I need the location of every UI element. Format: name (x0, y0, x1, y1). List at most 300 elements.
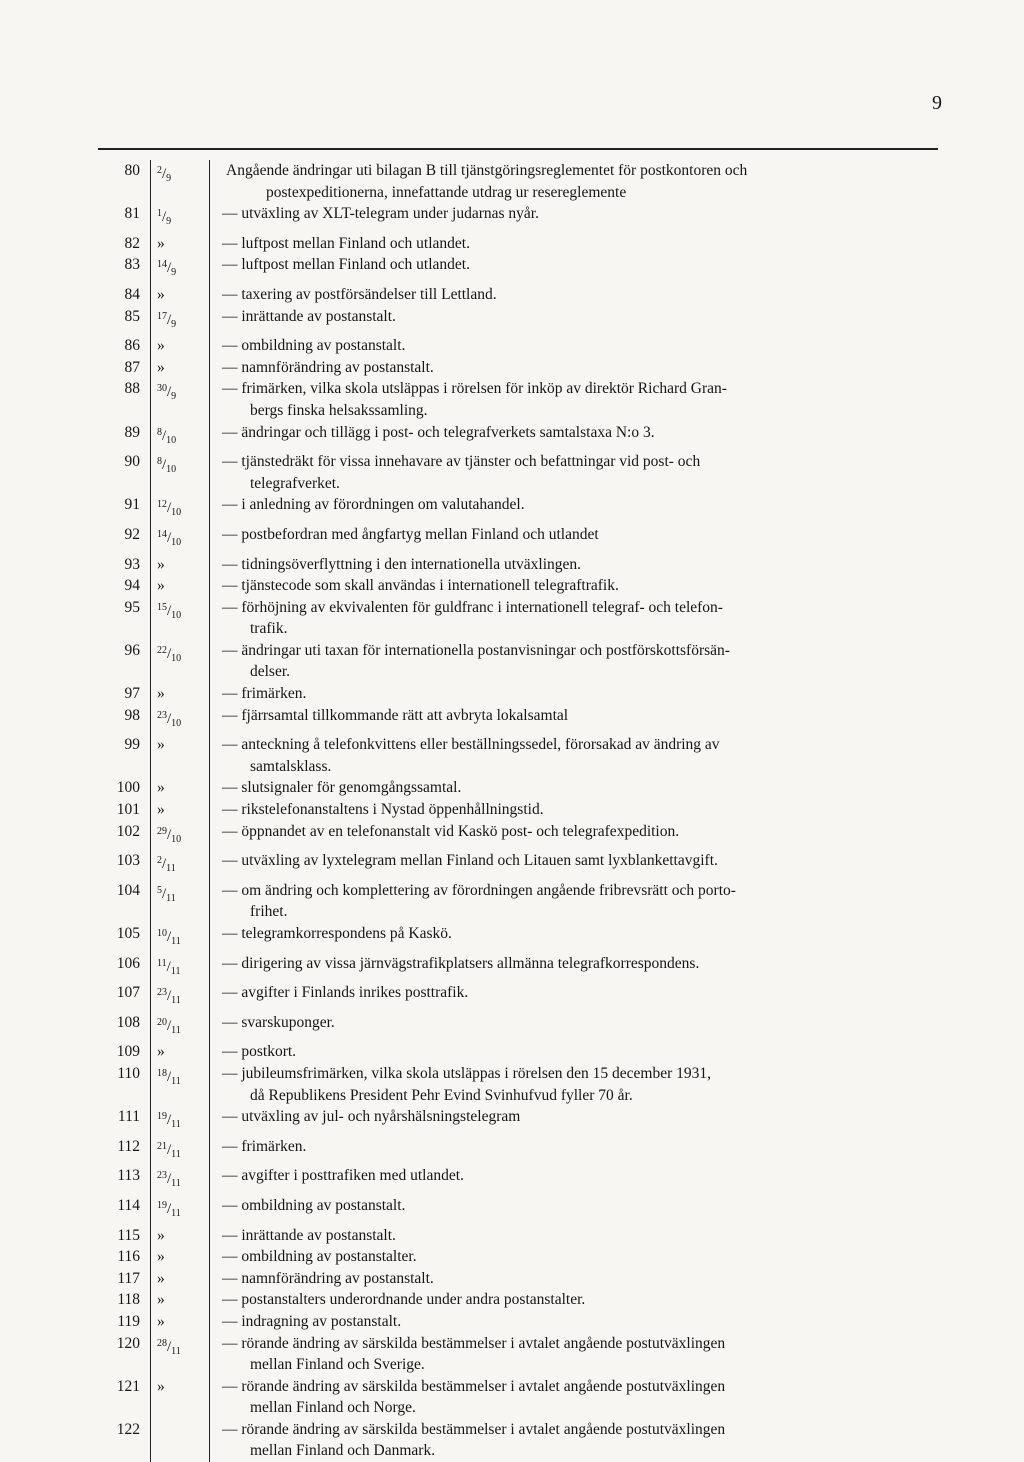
description-line (222, 575, 930, 597)
ditto-mark: » (157, 285, 165, 303)
row-date (150, 1106, 210, 1136)
description-text: dirigering av vissa järnvägstrafikplatsers allmänna telegrafkorrespondens. (241, 954, 700, 972)
date-fraction: $^{20}/_{11}$ (157, 1016, 181, 1036)
description-line (222, 233, 930, 255)
row-number: 112 (117, 1137, 140, 1155)
ditto-mark: » (157, 1248, 165, 1266)
description-line (222, 254, 930, 276)
table-row (100, 306, 946, 336)
description-text: utväxling av jul- och nyårshälsningstelegram (241, 1108, 521, 1126)
description-text: frimärken. (241, 1137, 307, 1155)
table-row (100, 524, 946, 554)
row-date (150, 799, 210, 821)
table-row (100, 378, 946, 421)
description-text: ändringar uti taxan för internationella postanvisningar och postförskottsförsän- (241, 641, 730, 659)
description-continuation: bergs finska helsakssamling. (250, 401, 428, 419)
date-day: 23 (157, 987, 167, 999)
table-row (100, 451, 946, 494)
row-number: 117 (117, 1269, 140, 1287)
date-month: 11 (171, 1178, 181, 1190)
row-date (150, 306, 210, 336)
ditto-mark: » (157, 234, 165, 252)
row-description (210, 494, 934, 524)
date-month: 9 (171, 267, 177, 279)
description-line (222, 597, 930, 619)
description-line (222, 1225, 930, 1247)
row-date (150, 233, 210, 255)
row-number: 100 (116, 779, 140, 797)
row-date (150, 1246, 210, 1268)
description-line (222, 357, 930, 379)
row-number: 116 (117, 1248, 140, 1266)
row-number: 99 (124, 736, 140, 754)
row-date (150, 524, 210, 554)
row-description (210, 640, 934, 683)
row-description (210, 982, 934, 1012)
row-number: 110 (117, 1064, 140, 1082)
table-row (100, 1106, 946, 1136)
row-number: 101 (116, 801, 140, 819)
ditto-dash: — (222, 685, 242, 703)
description-line (222, 923, 930, 945)
description-line (222, 494, 930, 516)
row-date (150, 494, 210, 524)
date-day: 22 (157, 644, 167, 656)
row-description (210, 575, 934, 597)
row-date (150, 554, 210, 576)
date-month: 10 (171, 536, 182, 548)
date-fraction: $^5/_{11}$ (157, 884, 176, 904)
description-line (222, 1106, 930, 1128)
table-row (100, 1311, 946, 1333)
date-month: 9 (171, 318, 177, 330)
row-description (210, 821, 934, 851)
ditto-dash: — (222, 1064, 242, 1082)
row-number: 85 (124, 307, 140, 325)
ditto-mark: » (157, 685, 165, 703)
description-text: inrättande av postanstalt. (241, 1226, 396, 1244)
date-month: 11 (166, 863, 176, 875)
row-number: 84 (124, 285, 140, 303)
description-line (222, 683, 930, 705)
ditto-dash: — (222, 577, 242, 595)
table-row (100, 357, 946, 379)
row-number: 83 (124, 256, 140, 274)
ditto-dash: — (222, 1108, 242, 1126)
description-line (222, 982, 930, 1004)
table-row (100, 335, 946, 357)
description-line (222, 451, 930, 473)
description-text: luftpost mellan Finland och utlandet. (241, 256, 470, 274)
table-row (100, 1041, 946, 1063)
row-description (210, 284, 934, 306)
row-date (150, 1376, 210, 1419)
row-date (150, 705, 210, 735)
row-number: 114 (117, 1196, 140, 1214)
date-month: 11 (171, 1345, 181, 1357)
ditto-dash: — (222, 801, 242, 819)
date-fraction: $^2/_9$ (157, 165, 172, 184)
table-row (100, 554, 946, 576)
description-line (222, 880, 930, 902)
ditto-dash: — (222, 779, 242, 797)
ditto-dash: — (222, 525, 242, 543)
row-description (210, 1063, 934, 1106)
table-row (100, 597, 946, 640)
row-description (210, 378, 934, 421)
table-row (100, 284, 946, 306)
description-text: namnförändring av postanstalt. (241, 358, 434, 376)
row-date (150, 284, 210, 306)
ditto-mark: » (157, 1269, 165, 1287)
ditto-mark: » (157, 1312, 165, 1330)
description-continuation: postexpeditionerna, innefattande utdrag ur resereglemente (266, 183, 627, 201)
ditto-dash: — (222, 1291, 242, 1309)
ditto-mark: » (157, 577, 165, 595)
description-text: inrättande av postanstalt. (241, 307, 396, 325)
description-text: ombildning av postanstalt. (241, 1196, 406, 1214)
row-date (150, 734, 210, 777)
row-description (210, 1225, 934, 1247)
table-row (100, 953, 946, 983)
row-number: 118 (117, 1291, 140, 1309)
table-row (100, 923, 946, 953)
description-line (222, 203, 930, 225)
row-number: 90 (124, 453, 140, 471)
row-date (150, 982, 210, 1012)
date-day: 5 (157, 884, 162, 896)
ditto-mark: » (157, 779, 165, 797)
description-text: öppnandet av en telefonanstalt vid Kaskö post- och telegrafexpedition. (241, 822, 680, 840)
date-fraction: $^{14}/_9$ (157, 259, 177, 279)
description-line (222, 554, 930, 576)
description-text: frimärken. (241, 685, 307, 703)
row-number: 106 (116, 954, 140, 972)
row-date (150, 575, 210, 597)
date-day: 15 (157, 601, 167, 613)
row-number: 111 (117, 1108, 140, 1126)
ditto-dash: — (222, 1334, 242, 1352)
ditto-dash: — (222, 706, 242, 724)
date-month: 10 (171, 717, 182, 729)
row-date (150, 1195, 210, 1225)
description-continuation: delser. (250, 663, 291, 681)
header-rule (98, 148, 938, 150)
ditto-dash: — (222, 337, 242, 355)
description-continuation: mellan Finland och Danmark. (250, 1442, 436, 1460)
ditto-mark: » (157, 1291, 165, 1309)
row-number: 80 (124, 162, 140, 179)
description-text: rikstelefonanstaltens i Nystad öppenhållningstid. (241, 801, 544, 819)
row-number: 122 (116, 1420, 140, 1438)
table-row (100, 683, 946, 705)
ditto-mark: » (157, 555, 165, 573)
date-fraction: $^{15}/_{10}$ (157, 601, 182, 621)
description-text: postbefordran med ångfartyg mellan Finland och utlandet (241, 525, 599, 543)
description-line (222, 1376, 930, 1398)
date-fraction: $^8/_{10}$ (157, 456, 177, 476)
ditto-dash: — (222, 1269, 242, 1287)
description-text: postkort. (241, 1043, 297, 1061)
description-line (222, 1195, 930, 1217)
table-row (100, 1289, 946, 1311)
ditto-dash: — (222, 205, 242, 223)
description-text: luftpost mellan Finland och utlandet. (241, 234, 470, 252)
description-text: namnförändring av postanstalt. (241, 1269, 434, 1287)
row-number: 86 (124, 337, 140, 355)
description-line (222, 705, 930, 727)
row-number: 81 (124, 205, 140, 223)
description-continuation: mellan Finland och Norge. (250, 1399, 416, 1417)
row-description (210, 799, 934, 821)
description-line (222, 1165, 930, 1187)
row-number: 113 (117, 1167, 140, 1185)
table-row (100, 1063, 946, 1106)
row-number: 96 (124, 641, 140, 659)
ditto-dash: — (222, 1043, 242, 1061)
ditto-dash: — (222, 256, 242, 274)
description-text: slutsignaler för genomgångssamtal. (241, 779, 462, 797)
description-continuation: mellan Finland och Sverige. (250, 1356, 425, 1374)
date-fraction: $^{14}/_{10}$ (157, 528, 182, 548)
date-fraction: $^{23}/_{10}$ (157, 709, 182, 729)
date-month: 11 (171, 1024, 181, 1036)
row-description (210, 923, 934, 953)
date-day: 1 (157, 208, 162, 220)
row-description (210, 683, 934, 705)
row-number: 109 (116, 1043, 140, 1061)
description-line (222, 1041, 930, 1063)
date-day: 23 (157, 1170, 167, 1182)
date-month: 10 (171, 652, 182, 664)
table-row (100, 821, 946, 851)
ditto-dash: — (222, 285, 242, 303)
description-continuation: telegrafverket. (250, 474, 340, 492)
description-text: i anledning av förordningen om valutahandel. (241, 496, 525, 514)
description-text: postanstalters underordnande under andra postanstalter. (241, 1291, 586, 1309)
date-day: 23 (157, 709, 167, 721)
row-description (210, 203, 934, 233)
row-number: 92 (124, 525, 140, 543)
row-date (150, 1012, 210, 1042)
row-number: 95 (124, 598, 140, 616)
row-date (150, 1419, 210, 1462)
row-description (210, 850, 934, 880)
date-day: 19 (157, 1199, 167, 1211)
row-date (150, 1289, 210, 1311)
row-description (210, 1376, 934, 1419)
table-row (100, 1376, 946, 1419)
row-date (150, 953, 210, 983)
description-continuation: frihet. (250, 903, 288, 921)
date-fraction: $^{17}/_9$ (157, 310, 177, 330)
description-text: tjänstecode som skall användas i internationell telegraftrafik. (241, 577, 619, 595)
description-text: Angående ändringar uti bilagan B till tjänstgöringsreglementet för postkontoren och (226, 162, 748, 179)
row-description (210, 1136, 934, 1166)
row-description (210, 1165, 934, 1195)
date-day: 14 (157, 259, 167, 271)
date-day: 18 (157, 1067, 167, 1079)
row-description (210, 451, 934, 494)
table-row (100, 1165, 946, 1195)
ditto-dash: — (222, 423, 242, 441)
table-row (100, 1012, 946, 1042)
row-description (210, 422, 934, 452)
row-number: 93 (124, 555, 140, 573)
table-row (100, 233, 946, 255)
ditto-dash: — (222, 453, 242, 471)
table-row (100, 850, 946, 880)
row-description (210, 1246, 934, 1268)
description-text: tidningsöverflyttning i den internationella utväxlingen. (241, 555, 582, 573)
description-line (222, 1419, 930, 1441)
ditto-mark: » (157, 358, 165, 376)
ditto-dash: — (222, 555, 242, 573)
description-line (222, 1311, 930, 1333)
ditto-dash: — (222, 598, 242, 616)
ditto-dash: — (222, 852, 242, 870)
date-fraction: $^{30}/_9$ (157, 383, 177, 403)
description-line (222, 734, 930, 756)
ditto-dash: — (222, 1013, 242, 1031)
description-line (222, 799, 930, 821)
description-line (222, 306, 930, 328)
table-row (100, 1268, 946, 1290)
table-row (100, 799, 946, 821)
description-line (222, 640, 930, 662)
description-continuation: samtalsklass. (250, 757, 332, 775)
table-row (100, 640, 946, 683)
row-date (150, 683, 210, 705)
date-month: 10 (166, 464, 177, 476)
row-number: 91 (124, 496, 140, 514)
row-date (150, 335, 210, 357)
ditto-mark: » (157, 1226, 165, 1244)
ditto-dash: — (222, 1167, 242, 1185)
date-month: 11 (171, 995, 181, 1007)
row-description (210, 1289, 934, 1311)
description-line (222, 378, 930, 400)
description-text: utväxling av XLT-telegram under judarnas nyår. (241, 205, 539, 223)
description-line (222, 850, 930, 872)
row-date (150, 357, 210, 379)
row-date (150, 160, 210, 203)
ditto-mark: » (157, 1043, 165, 1061)
row-number: 120 (116, 1334, 140, 1352)
description-line (222, 1289, 930, 1311)
table-row (100, 777, 946, 799)
date-fraction: $^2/_{11}$ (157, 855, 176, 875)
row-description (210, 254, 934, 284)
description-line (222, 777, 930, 799)
date-month: 11 (171, 936, 181, 947)
table-row (100, 1136, 946, 1166)
row-number: 89 (124, 423, 140, 441)
description-text: utväxling av lyxtelegram mellan Finland och Litauen samt lyxblankettavgift. (241, 852, 718, 870)
row-date (150, 1136, 210, 1166)
table-row (100, 1246, 946, 1268)
ditto-dash: — (222, 822, 242, 840)
table-row (100, 422, 946, 452)
ditto-dash: — (222, 1377, 242, 1395)
row-number: 94 (124, 577, 140, 595)
row-number: 103 (116, 852, 140, 870)
row-number: 82 (124, 234, 140, 252)
description-text: svarskuponger. (241, 1013, 335, 1031)
row-date (150, 597, 210, 640)
ditto-dash: — (222, 234, 242, 252)
description-line (222, 1063, 930, 1085)
date-fraction: $^{12}/_{10}$ (157, 499, 182, 519)
description-text: tjänstedräkt för vissa innehavare av tjänster och befattningar vid post- och (241, 453, 701, 471)
description-text: rörande ändring av särskilda bestämmelser i avtalet angående postutväxlingen (241, 1420, 726, 1438)
description-continuation: trafik. (250, 620, 288, 638)
ditto-mark: » (157, 801, 165, 819)
date-day: 21 (157, 1140, 167, 1152)
row-date (150, 777, 210, 799)
date-day: 12 (157, 499, 167, 511)
row-description (210, 1333, 934, 1376)
row-date (150, 923, 210, 953)
date-month: 9 (166, 216, 172, 228)
date-month: 10 (171, 833, 182, 845)
ditto-mark: » (157, 1377, 165, 1395)
date-day: 14 (157, 528, 167, 540)
date-month: 11 (171, 1075, 181, 1087)
page-number: 9 (932, 92, 942, 114)
row-description (210, 880, 934, 923)
row-date (150, 880, 210, 923)
date-fraction: $^8/_{10}$ (157, 426, 177, 446)
table-row (100, 1195, 946, 1225)
row-number: 98 (124, 706, 140, 724)
description-text: jubileumsfrimärken, vilka skola utsläppas i rörelsen den 15 december 1931, (241, 1064, 711, 1082)
description-line (222, 1268, 930, 1290)
description-line (222, 1136, 930, 1158)
date-day: 30 (157, 383, 167, 395)
date-fraction: $^{28}/_{11}$ (157, 1337, 181, 1357)
ditto-dash: — (222, 1248, 242, 1266)
ditto-dash: — (222, 1137, 242, 1155)
row-description (210, 777, 934, 799)
row-date (150, 640, 210, 683)
date-month: 11 (171, 1119, 181, 1131)
row-number: 88 (124, 380, 140, 398)
table-row (100, 160, 946, 203)
date-fraction: $^{23}/_{11}$ (157, 987, 181, 1007)
row-date (150, 850, 210, 880)
date-day: 19 (157, 1111, 167, 1123)
description-line (222, 1012, 930, 1034)
description-text: om ändring och komplettering av förordningen angående fribrevsrätt och porto- (241, 881, 736, 899)
date-fraction: $^{29}/_{10}$ (157, 825, 182, 845)
row-number: 119 (117, 1312, 140, 1330)
row-description (210, 1311, 934, 1333)
row-description (210, 554, 934, 576)
date-day: 8 (157, 426, 162, 438)
description-text: ombildning av postanstalt. (241, 337, 406, 355)
date-fraction: $^1/_9$ (157, 208, 172, 228)
ditto-dash: — (222, 307, 242, 325)
description-text: förhöjning av ekvivalenten för guldfranc i internationell telegraf- och telefon- (241, 598, 723, 616)
row-date (150, 378, 210, 421)
description-text: rörande ändring av särskilda bestämmelser i avtalet angående postutväxlingen (241, 1334, 726, 1352)
date-month: 9 (171, 391, 177, 403)
date-day: 17 (157, 310, 167, 322)
date-fraction: $^{21}/_{11}$ (157, 1140, 181, 1160)
row-date (150, 422, 210, 452)
row-description (210, 734, 934, 777)
